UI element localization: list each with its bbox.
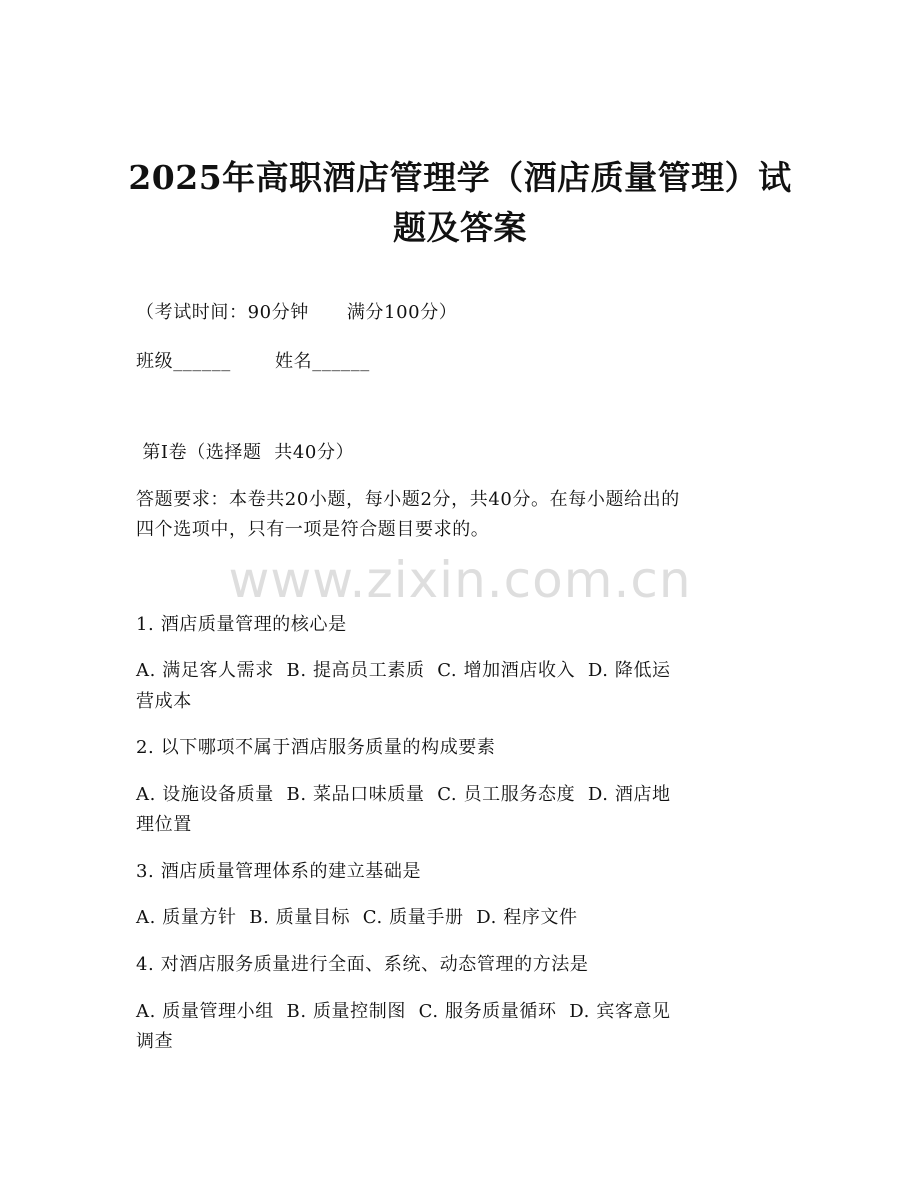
question-stem: 4. 对酒店服务质量进行全面、系统、动态管理的方法是: [136, 954, 589, 975]
instructions-line-1: 答题要求：本卷共20小题，每小题2分，共40分。在每小题给出的: [136, 489, 680, 510]
watermark: www.zixin.com.cn: [228, 551, 692, 609]
question-options: A. 质量管理小组 B. 质量控制图 C. 服务质量循环 D. 宾客意见: [136, 1001, 671, 1022]
question-options-continued: 理位置: [136, 814, 192, 835]
question-options: A. 质量方针 B. 质量目标 C. 质量手册 D. 程序文件: [136, 907, 578, 928]
question-stem: 1. 酒店质量管理的核心是: [136, 614, 347, 635]
question-options: A. 设施设备质量 B. 菜品口味质量 C. 员工服务态度 D. 酒店地: [136, 784, 671, 805]
question-options-continued: 营成本: [136, 691, 192, 712]
question-options-continued: 调查: [136, 1031, 174, 1052]
class-name-line: 班级______ 姓名______: [136, 351, 370, 372]
section-heading: 第I卷（选择题 共40分）: [136, 442, 355, 463]
exam-info: （考试时间：90分钟 满分100分）: [136, 302, 458, 323]
instructions-line-2: 四个选项中，只有一项是符合题目要求的。: [136, 519, 490, 540]
question-stem: 3. 酒店质量管理体系的建立基础是: [136, 861, 422, 882]
question-stem: 2. 以下哪项不属于酒店服务质量的构成要素: [136, 737, 496, 758]
question-options: A. 满足客人需求 B. 提高员工素质 C. 增加酒店收入 D. 降低运: [136, 660, 671, 681]
document-title-line-2: 题及答案: [393, 208, 527, 247]
document-title-line-1: 2025年高职酒店管理学（酒店质量管理）试: [128, 158, 792, 197]
